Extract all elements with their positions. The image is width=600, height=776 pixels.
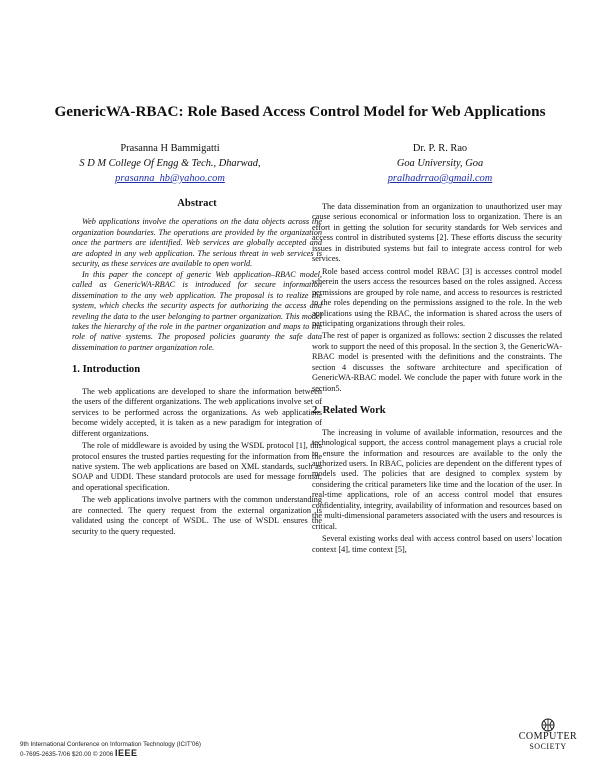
abstract-paragraph: Web applications involve the operations on the data objects across the organization boundaries. The operations are provided by the organization once the partners are identified. Web services are globally accepted and are adopted in any web application. The serious threat in web services is security, as these services are available to open world. [72,217,322,269]
author-block-2 [305,141,575,186]
paper-title: GenericWA-RBAC: Role Based Access Control Model for Web Applications [54,103,546,120]
body-paragraph: The web applications are developed to share the information between the users of the different organizations. The web applications involve set of services to be performed across the organizations. As web applications become widely accepted, it is taken as a new paradigm for integration of different organizations. [72,386,322,438]
author-email-link[interactable]: pralhadrrao@gmail.com [387,173,493,184]
body-paragraph: The role of middleware is avoided by using the WSDL protocol [1], this protocol ensures the trusted parties requesting for the information from the native system. The web applications are based on XML standards, such as SOAP and UDDI. These standard protocols are used for message format, and operational specification. [72,441,322,492]
author-affiliation: Goa University, Goa [396,158,484,169]
abstract-section [72,199,322,353]
introduction-heading: 1. Introduction [72,364,141,376]
right-column [312,202,562,557]
computer-society-emblem-icon [537,718,559,732]
logo-text-society: SOCIETY [529,742,567,751]
author-name: Prasanna H Bammigatti [120,143,220,154]
author-block-1 [35,141,305,186]
copyright-line: 0-7695-2635-7/06 $20.00 © 2006 [20,751,114,758]
author-name: Dr. P. R. Rao [412,143,468,154]
body-paragraph: The rest of paper is organized as follows: section 2 discusses the related work to support the need of this proposal. In the section 3, the GenericWA-RBAC model is presented with the definitions and the constraints. The section 4 discusses the software architecture and specification of GenericWA-RBAC model. We conclude the paper with future work in the section5. [312,331,562,393]
author-email-link[interactable]: prasanna_hb@yahoo.com [115,173,225,184]
ieee-logo: IEEE [114,748,138,758]
logo-text-computer: COMPUTER [518,731,578,742]
author-affiliation: S D M College Of Engg & Tech., Dharwad, [79,158,261,169]
related-work-heading: 2. Related Work [312,405,386,417]
page-footer [20,740,201,759]
abstract-paragraph: In this paper the concept of generic Web application–RBAC model, called as GenericWA-RBAC is introduced for secure information dissemination to the any web application. The proposal is to realize the system, which checks the security aspects for authorizing the access and reveling the data to the user belonging to partner organization. This model takes the hierarchy of the role in the partner organization and maps to the role of native systems. The proposed policies guaranty the safe data dissemination to partner organization role. [72,269,322,352]
computer-society-logo [508,718,588,776]
body-paragraph: The increasing in volume of available information, resources and the technological support, the access control management plays a crucial role to ensure the information and resources are available to the only the authorized users. In RBAC, policies are dependent on the different types of models used. The policies that are designed to complex system by considering the critical parameters like time and the location of the user. In real-time applications, role of an access control model that ensures confidentiality, integrity, availability of information and resources based on the multi-dimensional parameters associated with the users and resources is critical. [312,427,562,531]
body-paragraph: The data dissemination from an organization to unauthorized user may cause serious economical or information loss to organization. There is an effort in getting the solution for security standards for Web services and access control in distributed systems [2]. These efforts discuss the security issues in distributed systems but fail to integrate access control for web services. [312,202,562,264]
body-paragraph: Role based access control model RBAC [3] is accesses control model wherein the users access the resources based on the roles assigned. Access permissions are grouped by role name, and access to resources is restricted to the roles depending on the permissions assigned to the role. In the web applications using the RBAC, the information is shared across the users of participating organizations through their roles. [312,266,562,328]
conference-line: 9th International Conference on Information Technology (ICIT'06) [20,741,202,748]
body-paragraph: The web applications involve partners with the common understanding are connected. The query request from the external organization is validated using the concept of WSDL. The use of WSDL ensures the security to the query requested. [72,495,322,536]
left-column [72,199,322,539]
body-paragraph: Several existing works deal with access control based on users' location context [4], time context [5], [312,534,562,554]
abstract-heading: Abstract [177,198,217,209]
